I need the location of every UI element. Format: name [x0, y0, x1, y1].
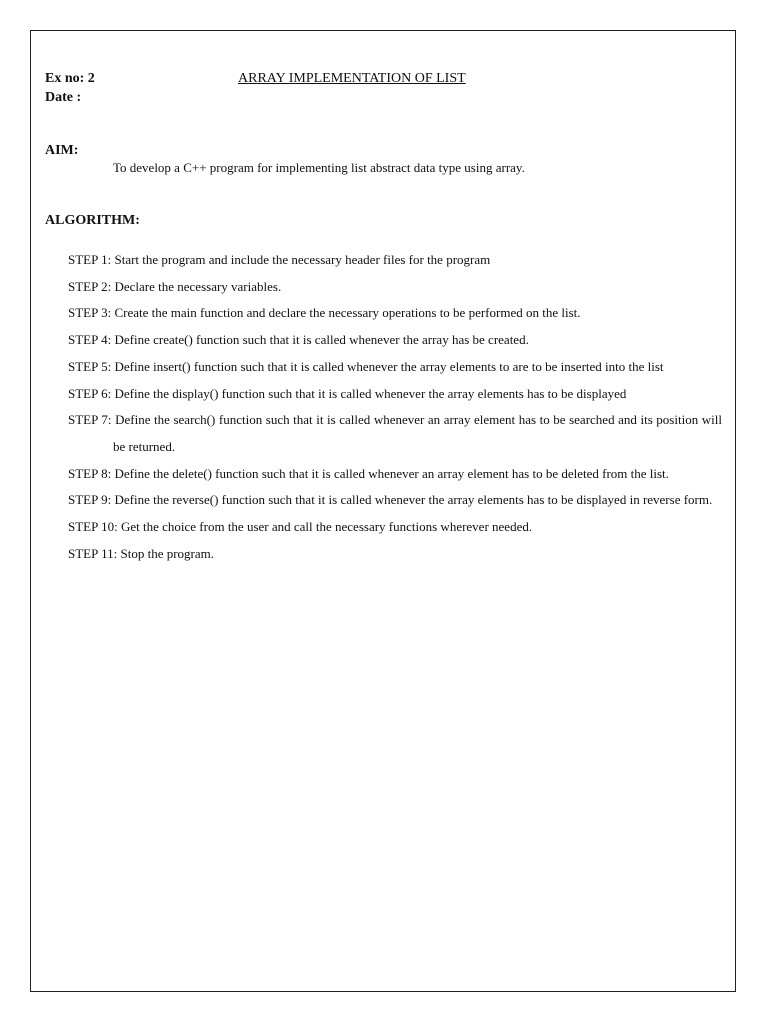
algorithm-steps — [68, 247, 722, 567]
date-label: Date : — [45, 90, 82, 105]
aim-text: To develop a C++ program for implementing list abstract data type using array. — [113, 160, 525, 175]
document-title: ARRAY IMPLEMENTATION OF LIST — [238, 71, 466, 86]
algorithm-step: STEP 10: Get the choice from the user and call the necessary functions wherever needed. — [68, 519, 533, 535]
aim-heading: AIM: — [45, 143, 79, 158]
algorithm-step: STEP 3: Create the main function and declare the necessary operations to be performed on the list. — [68, 305, 581, 321]
algorithm-step: STEP 1: Start the program and include the necessary header files for the program — [68, 252, 491, 267]
algorithm-step: STEP 2: Declare the necessary variables. — [68, 278, 282, 294]
algorithm-step: STEP 8: Define the delete() function such that it is called whenever an array element has to be deleted from the list. — [68, 465, 669, 481]
document-header — [45, 70, 725, 110]
algorithm-step: STEP 4: Define create() function such that it is called whenever the array has be created. — [68, 332, 529, 348]
algorithm-step: STEP 11: Stop the program. — [68, 545, 215, 561]
algorithm-step: STEP 9: Define the reverse() function such that it is called whenever the array elements has to be displayed in reverse form. — [68, 492, 713, 508]
algorithm-step: STEP 6: Define the display() function such that it is called whenever the array elements has to be displayed — [68, 385, 627, 401]
algorithm-step: STEP 7: Define the search() function such that it is called whenever an array element has to be searched and its position will be returned. — [68, 412, 722, 454]
algorithm-heading: ALGORITHM: — [45, 213, 140, 228]
algorithm-step: STEP 5: Define insert() function such that it is called whenever the array elements to are to be inserted into the list — [68, 358, 664, 374]
exercise-number: Ex no: 2 — [45, 71, 95, 86]
